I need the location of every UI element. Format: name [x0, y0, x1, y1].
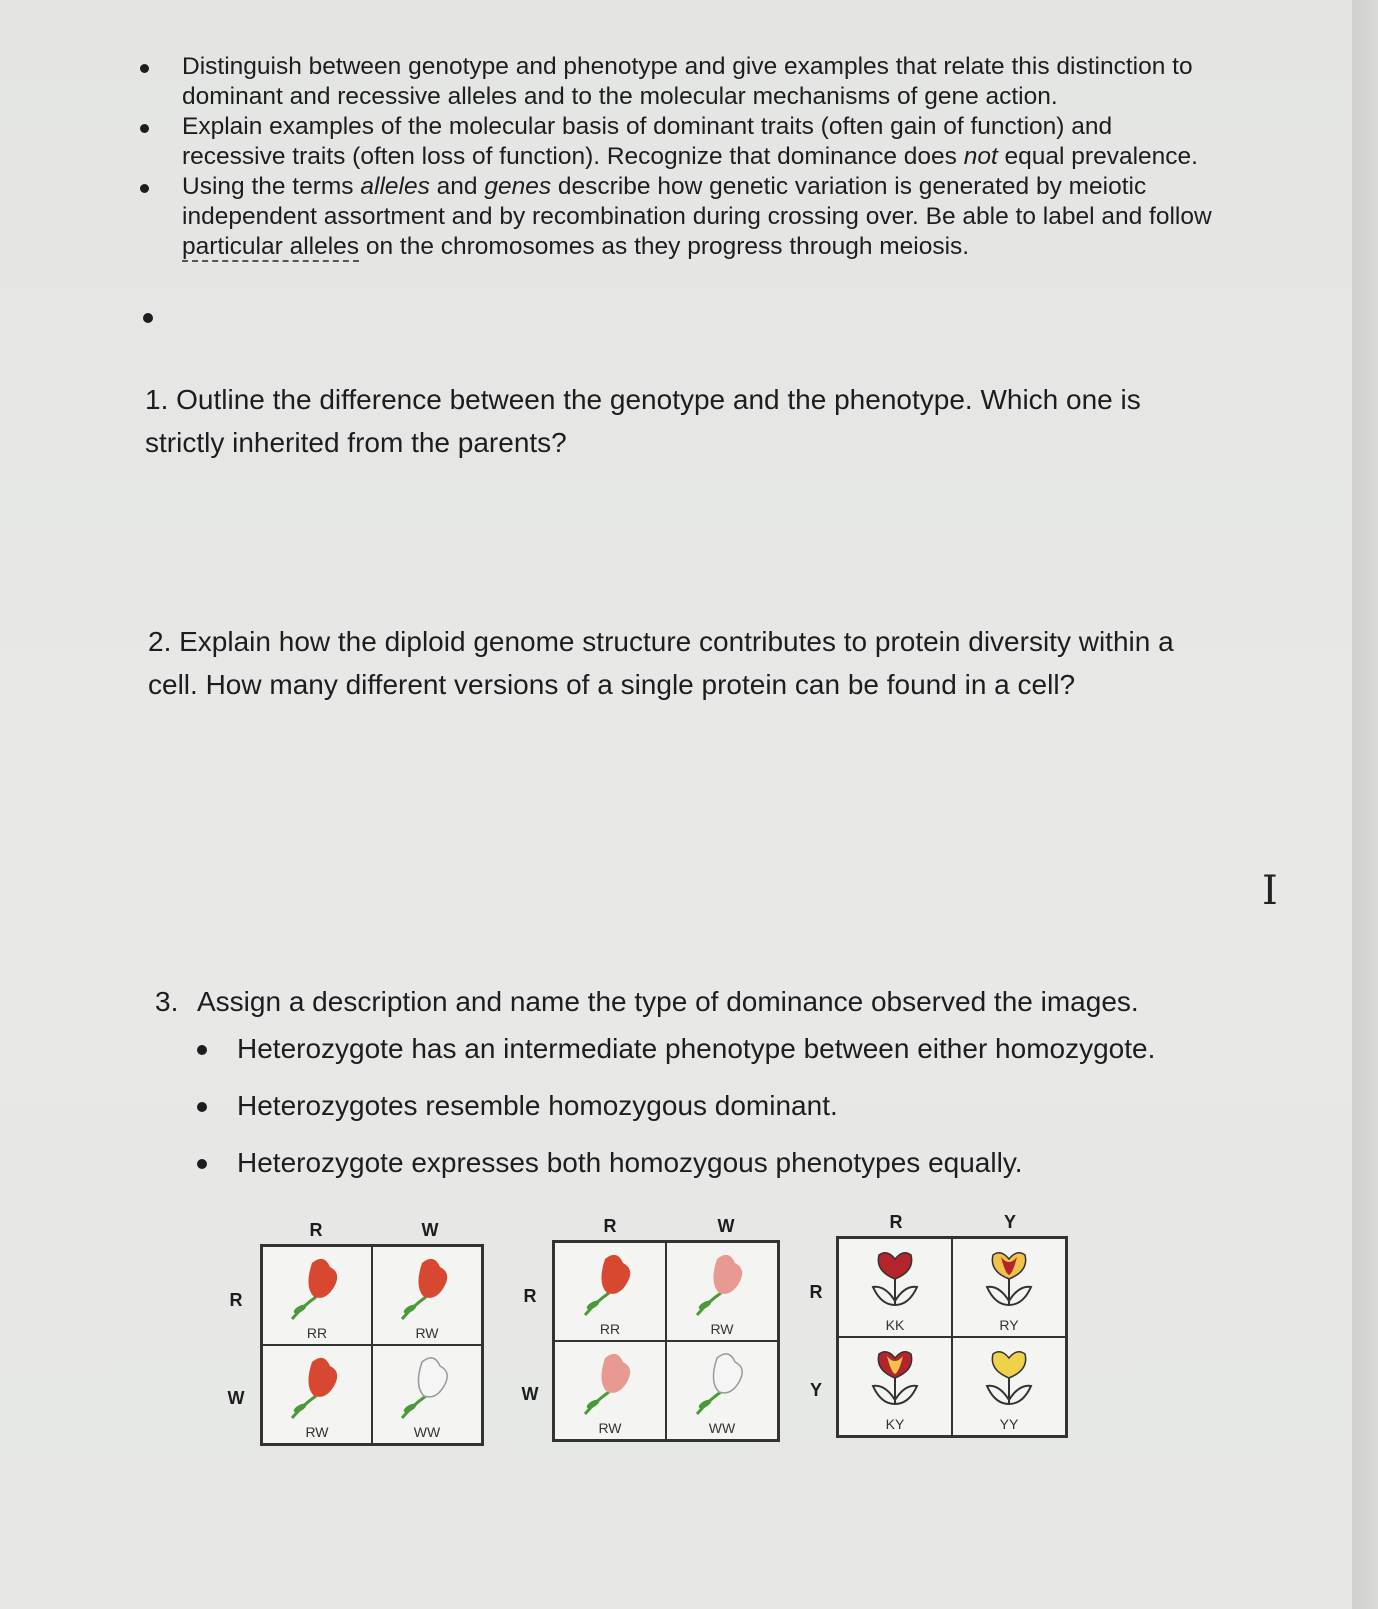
row-label: Y [809, 1380, 822, 1400]
tulip-petals [992, 1352, 1025, 1378]
flower-petals [601, 1255, 630, 1294]
tulip-petals [878, 1253, 911, 1279]
punnett-grid [552, 1240, 780, 1442]
snapdragon-flower-icon [687, 1249, 757, 1321]
punnett-cell: RR [262, 1246, 372, 1345]
punnett-cell: WW [372, 1345, 482, 1444]
bullet-icon [197, 1102, 207, 1112]
row-label: W [227, 1388, 245, 1408]
flower-petals [418, 1259, 447, 1298]
flower-petals [601, 1354, 630, 1393]
snapdragon-flower-icon [392, 1352, 462, 1424]
objective-2: Explain examples of the molecular basis of dominant traits (often gain of function) and recessive traits (often loss of function). Recognize that dominance does not equal prevalence. [140, 112, 1220, 172]
punnett-cell: RR [554, 1242, 666, 1341]
question-3: 3. Assign a description and name the type of dominance observed the images. [155, 986, 1139, 1017]
row-label: W [521, 1384, 539, 1404]
text-cursor-icon: I [1262, 868, 1278, 914]
objective-3: Using the terms alleles and genes describe how genetic variation is generated by meiotic independent assortment and by recombination during crossing over. Be able to label and follow particular alleles on the chromosomes as they progress through meiosis. [140, 172, 1220, 262]
row-label: R [229, 1290, 243, 1310]
empty-bullet-icon [143, 313, 153, 323]
punnett-cell: RW [666, 1242, 778, 1341]
option-1: Heterozygote has an intermediate phenotype between either homozygote. [195, 1020, 1275, 1077]
flower-petals [713, 1354, 742, 1393]
snapdragon-flower-icon [392, 1253, 462, 1325]
punnett-cell: RY [952, 1238, 1066, 1337]
tulip-flower-icon [865, 1245, 925, 1309]
snapdragon-flower-icon [575, 1249, 645, 1321]
column-label: R [309, 1220, 323, 1240]
column-label: W [717, 1216, 735, 1236]
snapdragon-flower-icon [575, 1348, 645, 1420]
tulip-flower-icon [865, 1344, 925, 1408]
snapdragon-flower-icon [282, 1352, 352, 1424]
column-label: R [889, 1212, 903, 1232]
page-edge [1352, 0, 1378, 1609]
punnett-grid [260, 1244, 484, 1446]
punnett-cell: RW [554, 1341, 666, 1440]
bullet-icon [197, 1159, 207, 1169]
tulip-flower-icon [979, 1344, 1039, 1408]
flower-petals [713, 1255, 742, 1294]
bullet-icon [197, 1045, 207, 1055]
learning-objectives [140, 52, 1220, 262]
flower-petals [308, 1259, 337, 1298]
bullet-icon [140, 124, 149, 133]
column-label: R [603, 1216, 617, 1236]
flower-petals [418, 1358, 447, 1397]
bullet-icon [140, 184, 149, 193]
tulip-flower-icon [979, 1245, 1039, 1309]
column-label: Y [1003, 1212, 1016, 1232]
option-3: Heterozygote expresses both homozygous phenotypes equally. [195, 1134, 1275, 1191]
snapdragon-flower-icon [687, 1348, 757, 1420]
punnett-cell: YY [952, 1337, 1066, 1436]
option-2: Heterozygotes resemble homozygous dominant. [195, 1077, 1275, 1134]
punnett-cell: RW [372, 1246, 482, 1345]
punnett-grid [836, 1236, 1068, 1438]
punnett-cell: KY [838, 1337, 952, 1436]
punnett-cell: RW [262, 1345, 372, 1444]
flower-petals [308, 1358, 337, 1397]
answer-options [195, 1020, 1275, 1191]
question-1: 1. Outline the difference between the genotype and the phenotype. Which one is strictly inherited from the parents? [145, 384, 1141, 458]
objective-1: Distinguish between genotype and phenotype and give examples that relate this distinction to dominant and recessive alleles and to the molecular mechanisms of gene action. [140, 52, 1220, 112]
spellcheck-underline: particular alleles [182, 233, 360, 260]
column-label: W [421, 1220, 439, 1240]
snapdragon-flower-icon [282, 1253, 352, 1325]
row-label: R [523, 1286, 537, 1306]
row-label: R [809, 1282, 823, 1302]
punnett-cell: KK [838, 1238, 952, 1337]
question-2: 2. Explain how the diploid genome structure contributes to protein diversity within a cell. How many different versions of a single protein can be found in a cell? [148, 626, 1174, 700]
bullet-icon [140, 64, 149, 73]
punnett-cell: WW [666, 1341, 778, 1440]
